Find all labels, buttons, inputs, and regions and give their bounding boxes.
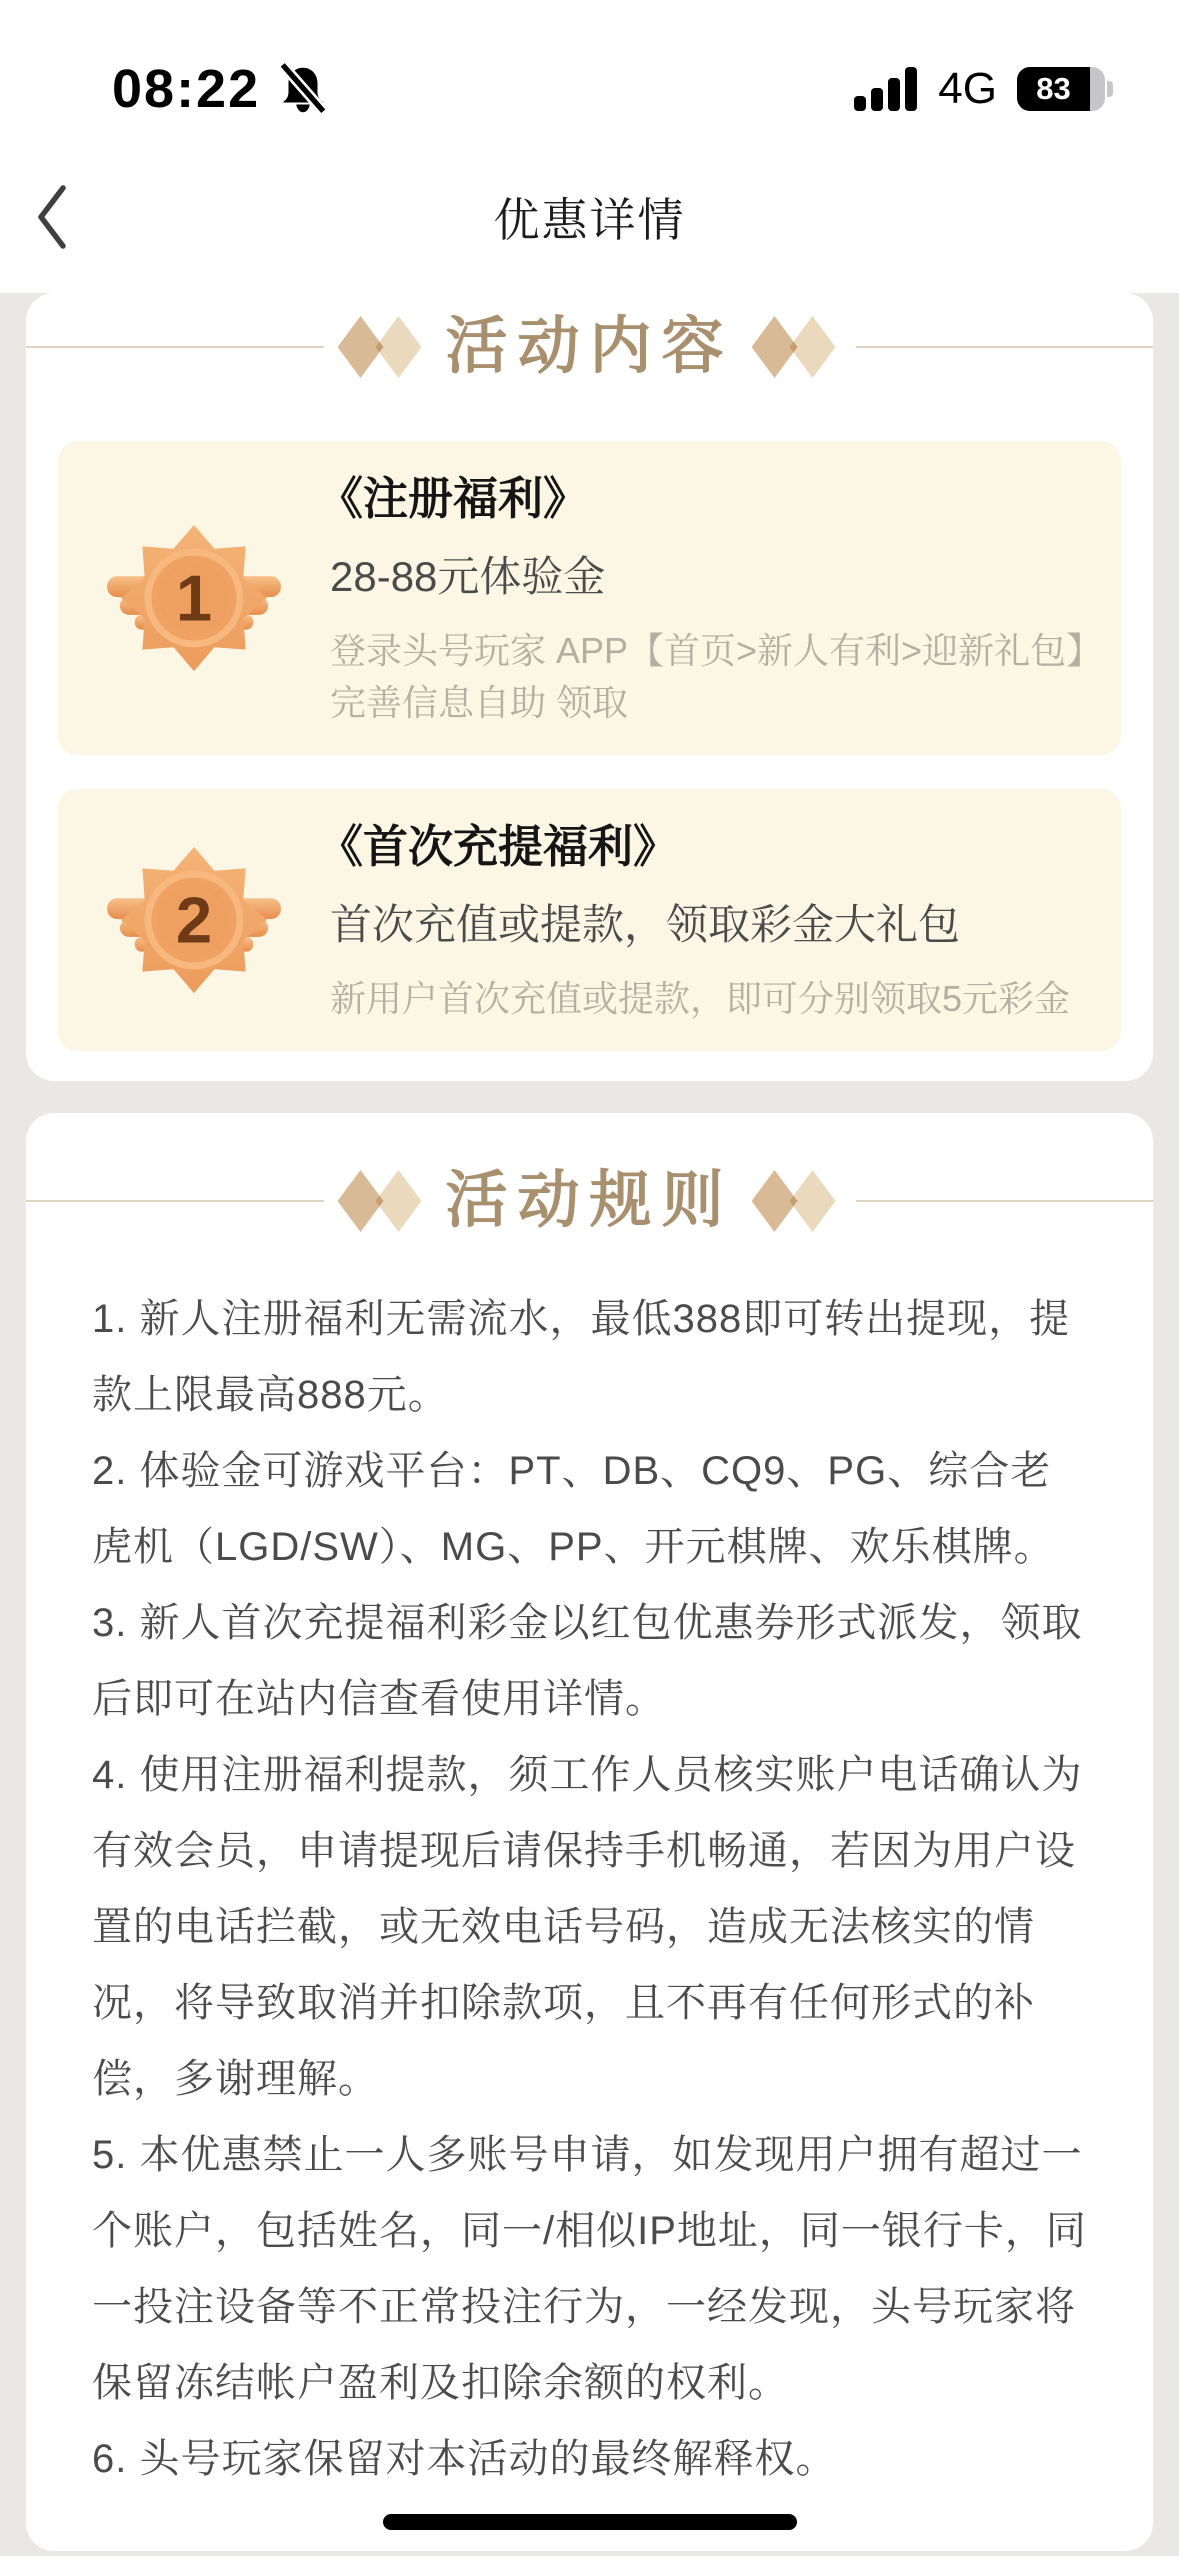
divider-line — [856, 1200, 1154, 1202]
back-button[interactable] — [16, 172, 88, 262]
divider-line — [856, 346, 1154, 348]
clock-time: 08:22 — [112, 59, 261, 119]
activity-content-card — [26, 293, 1153, 1081]
status-right — [854, 64, 1113, 114]
home-indicator[interactable] — [383, 2514, 797, 2530]
back-chevron-icon — [35, 182, 69, 252]
section-header-content — [26, 293, 1153, 385]
benefit-description: 新用户首次充值或提款，即可分别领取5元彩金 — [330, 978, 1071, 1019]
top-region — [0, 0, 1179, 293]
diamond-decoration-icon — [744, 309, 850, 385]
benefit-description: 登录头号玩家 APP【首页>新人有利>迎新礼包】完善信息自助 领取 — [330, 630, 1085, 723]
benefit-title: 《注册福利》 — [318, 473, 589, 524]
rule-item: 4. 使用注册福利提款，须工作人员核实账户电话确认为有效会员，申请提现后请保持手机畅通，若因为用户设置的电话拦截，或无效电话号码，造成无法核实的情况，将导致取消并扣除款项，且不再有任何形式的补偿，多谢理解。 — [92, 1753, 1083, 2101]
rule-item: 2. 体验金可游戏平台：PT、DB、CQ9、PG、综合老虎机（LGD/SW）、MG、PP、开元棋牌、欢乐棋牌。 — [92, 1449, 1055, 1569]
benefit-title: 《首次充提福利》 — [318, 821, 679, 872]
section-title: 活动规则 — [445, 1166, 734, 1235]
diamond-decoration-icon — [744, 1163, 850, 1239]
rules-list — [26, 1239, 1153, 2497]
diamond-decoration-icon — [330, 309, 436, 385]
section-title: 活动内容 — [445, 312, 734, 381]
medal-badge-icon — [58, 521, 330, 679]
cellular-signal-icon — [854, 66, 918, 112]
status-bar — [0, 0, 1179, 140]
nav-bar — [0, 140, 1179, 293]
benefit-item-register — [58, 441, 1121, 755]
network-type-label: 4G — [938, 64, 997, 113]
rule-item: 1. 新人注册福利无需流水，最低388即可转出提现，提款上限最高888元。 — [92, 1297, 1071, 1417]
benefit-subtitle: 28-88元体验金 — [330, 553, 606, 600]
benefit-subtitle: 首次充值或提款，领取彩金大礼包 — [330, 901, 961, 948]
rule-item: 6. 头号玩家保留对本活动的最终解释权。 — [92, 2437, 837, 2481]
battery-nub — [1107, 81, 1113, 97]
benefit-text — [318, 471, 1091, 729]
battery-percent: 83 — [1036, 71, 1071, 106]
diamond-decoration-icon — [330, 1163, 436, 1239]
svg-text:2: 2 — [175, 883, 213, 957]
medal-badge-icon — [58, 843, 330, 1001]
svg-text:1: 1 — [175, 561, 213, 635]
benefit-text — [318, 819, 1091, 1025]
benefit-item-first-deposit — [58, 789, 1121, 1051]
status-left — [112, 58, 332, 120]
section-header-rules — [26, 1113, 1153, 1239]
rule-item: 5. 本优惠禁止一人多账号申请，如发现用户拥有超过一个账户，包括姓名，同一/相似IP地址，同一银行卡，同一投注设备等不正常投注行为，一经发现，头号玩家将保留冻结帐户盈利及扣除余额的权利。 — [92, 2133, 1087, 2405]
mute-bell-icon — [274, 60, 332, 118]
divider-line — [26, 346, 324, 348]
activity-rules-card — [26, 1113, 1153, 2551]
battery-icon — [1017, 67, 1113, 111]
page-title: 优惠详情 — [493, 193, 686, 246]
rule-item: 3. 新人首次充提福利彩金以红包优惠券形式派发，领取后即可在站内信查看使用详情。 — [92, 1601, 1083, 1721]
divider-line — [26, 1200, 324, 1202]
